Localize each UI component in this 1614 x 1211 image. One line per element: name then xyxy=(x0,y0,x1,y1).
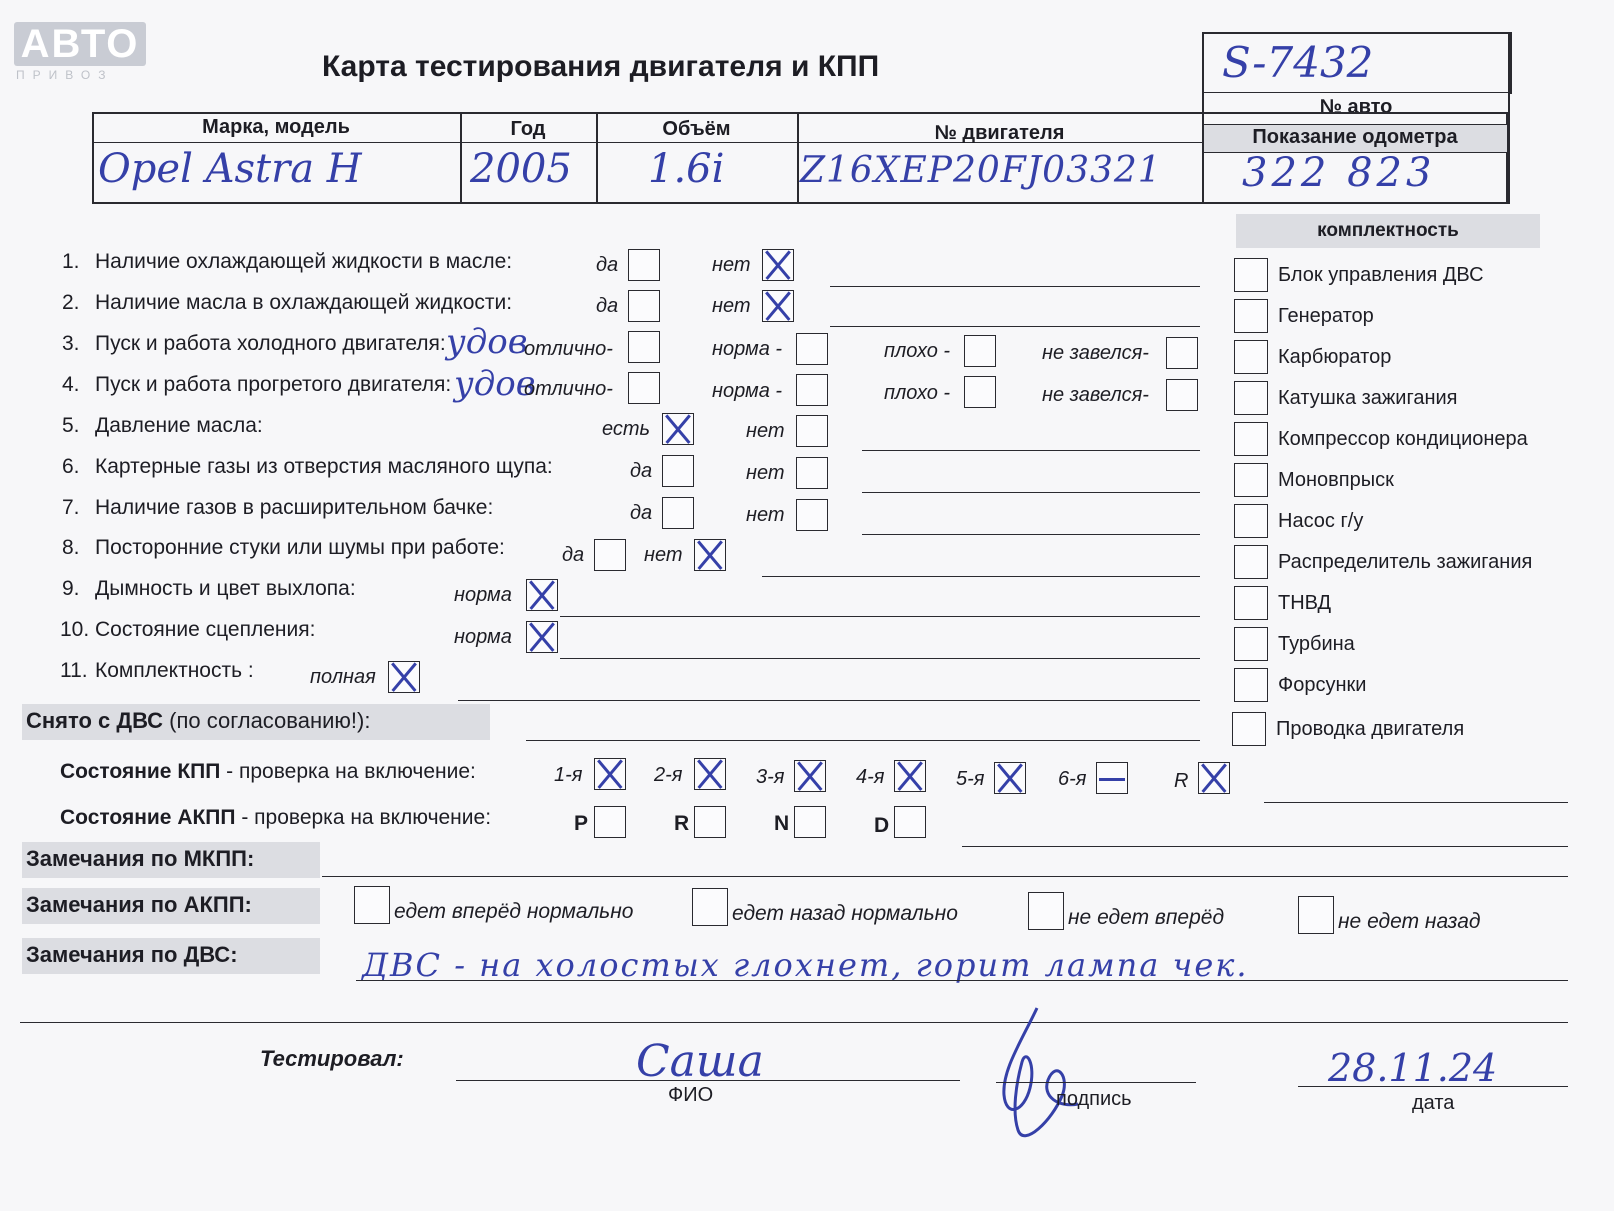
gear-label: 2-я xyxy=(654,764,683,786)
option-label: норма xyxy=(454,626,512,648)
checkbox-q5-no[interactable] xyxy=(796,415,828,447)
checkbox-q8-yes[interactable] xyxy=(594,539,626,571)
question-number: 1. xyxy=(62,250,80,273)
kpp-label-bold: Состояние КПП xyxy=(60,760,221,783)
question-text: Давление масла: xyxy=(95,414,263,437)
col-volume-label: Объём xyxy=(662,118,731,140)
option-label: нет xyxy=(712,254,751,276)
logo: АВТО xyxy=(14,22,146,66)
checkbox-q1-no[interactable] xyxy=(762,249,794,281)
checkbox-q8-no[interactable] xyxy=(694,539,726,571)
option-label: нет xyxy=(746,420,785,442)
option-label: полная xyxy=(310,666,376,688)
checkbox-akpp-reverse-ok[interactable] xyxy=(692,888,728,926)
question-text: Картерные газы из отверстия масляного щупа: xyxy=(95,455,553,478)
remark-mkpp-label: Замечания по МКПП: xyxy=(26,846,255,871)
kpp-label-rest: - проверка на включение: xyxy=(220,760,476,783)
remark-akpp-label: Замечания по АКПП: xyxy=(26,892,252,917)
kit-checkbox[interactable] xyxy=(1234,340,1268,374)
engine-value: Z16XEP20FJ03321 xyxy=(800,150,1162,191)
checkbox-q2-yes[interactable] xyxy=(628,290,660,322)
kit-item-label: ТНВД xyxy=(1278,592,1332,614)
checkbox-gear-6[interactable] xyxy=(1096,762,1128,794)
removed-label-bold: Снято с ДВС xyxy=(26,708,164,733)
checkbox-q4-no-start[interactable] xyxy=(1166,379,1198,411)
test-date: 28.11.24 xyxy=(1328,1046,1498,1090)
option-label: плохо - xyxy=(884,382,951,404)
checkbox-q4-excellent[interactable] xyxy=(628,372,660,404)
checkbox-gear-3[interactable] xyxy=(794,760,826,792)
gear-label: 1-я xyxy=(554,764,583,786)
option-label: норма xyxy=(454,584,512,606)
question-number: 2. xyxy=(62,291,80,314)
option-label: не завелся- xyxy=(1042,384,1149,406)
kit-checkbox[interactable] xyxy=(1234,545,1268,579)
col-year-label: Год xyxy=(510,118,546,140)
kit-item-label: Моновпрыск xyxy=(1278,469,1394,491)
checkbox-q9-normal[interactable] xyxy=(526,579,558,611)
question-number: 10. xyxy=(60,618,90,641)
kit-item-label: Генератор xyxy=(1278,305,1374,327)
option-label: отлично- xyxy=(524,338,613,360)
kit-checkbox[interactable] xyxy=(1234,627,1268,661)
make-value: Opel Astra H xyxy=(98,146,362,192)
car-number-label: № авто xyxy=(1319,96,1393,118)
kit-checkbox[interactable] xyxy=(1234,668,1268,702)
question-text: Наличие охлаждающей жидкости в масле: xyxy=(95,250,513,273)
question-number: 3. xyxy=(62,332,80,355)
checkbox-akpp-d[interactable] xyxy=(894,806,926,838)
checkbox-q6-no[interactable] xyxy=(796,457,828,489)
checkbox-q10-normal[interactable] xyxy=(526,621,558,653)
option-label: да xyxy=(562,544,585,566)
question-number: 4. xyxy=(62,373,80,396)
option-label: норма - xyxy=(712,338,783,360)
remark-dvs-label: Замечания по ДВС: xyxy=(26,942,238,967)
kit-checkbox[interactable] xyxy=(1232,712,1266,746)
gear-label: 4-я xyxy=(856,766,885,788)
removed-label-rest: (по согласованию!): xyxy=(163,708,371,733)
date-label: дата xyxy=(1412,1092,1455,1114)
kit-checkbox[interactable] xyxy=(1234,422,1268,456)
question-number: 11. xyxy=(60,659,88,682)
checkbox-akpp-forward-ok[interactable] xyxy=(354,886,390,924)
checkbox-akpp-n[interactable] xyxy=(794,806,826,838)
akpp-label xyxy=(60,806,491,830)
akpp-option-label: едет назад нормально xyxy=(732,902,958,925)
kit-item-label: Компрессор кондиционера xyxy=(1278,428,1528,450)
option-label: да xyxy=(630,460,653,482)
option-label: нет xyxy=(712,295,751,317)
option-label: не завелся- xyxy=(1042,342,1149,364)
question-number: 6. xyxy=(62,455,80,478)
option-label: есть xyxy=(602,418,651,440)
option-label: да xyxy=(596,254,619,276)
gear-label: R xyxy=(1174,770,1189,792)
checkbox-q6-yes[interactable] xyxy=(662,455,694,487)
checkbox-akpp-r[interactable] xyxy=(694,806,726,838)
gear-label: 3-я xyxy=(756,766,785,788)
checkbox-akpp-no-forward[interactable] xyxy=(1028,892,1064,930)
checkbox-akpp-p[interactable] xyxy=(594,806,626,838)
option-label: норма - xyxy=(712,380,783,402)
question-text: Состояние сцепления: xyxy=(95,618,316,641)
kit-checkbox[interactable] xyxy=(1234,463,1268,497)
fio-label: ФИО xyxy=(668,1084,714,1106)
volume-value: 1.6i xyxy=(648,146,725,192)
option-label: нет xyxy=(746,462,785,484)
akpp-mode-label: D xyxy=(874,814,890,837)
question-text: Посторонние стуки или шумы при работе: xyxy=(95,536,505,559)
checkbox-gear-2[interactable] xyxy=(694,758,726,790)
checkbox-q3-normal[interactable] xyxy=(796,333,828,365)
kit-checkbox[interactable] xyxy=(1234,258,1268,292)
checkbox-q11-full[interactable] xyxy=(388,661,420,693)
option-label: да xyxy=(596,295,619,317)
question-text: Пуск и работа холодного двигателя: xyxy=(95,332,446,355)
question-text: Пуск и работа прогретого двигателя: xyxy=(95,373,452,396)
question-text: Дымность и цвет выхлопа: xyxy=(95,577,356,600)
hand-note-warm: удов xyxy=(454,364,536,404)
tested-label: Тестировал: xyxy=(260,1046,404,1071)
checkbox-gear-r[interactable] xyxy=(1198,762,1230,794)
checkbox-q5-yes[interactable] xyxy=(662,413,694,445)
kit-checkbox[interactable] xyxy=(1234,504,1268,538)
question-text: Комплектность : xyxy=(95,659,254,682)
col-engine-label: № двигателя xyxy=(934,122,1065,144)
kit-item-label: Насос г/у xyxy=(1278,510,1364,532)
checkbox-gear-5[interactable] xyxy=(994,762,1026,794)
option-label: плохо - xyxy=(884,340,951,362)
akpp-mode-label: R xyxy=(674,812,690,835)
col-make-label: Марка, модель xyxy=(202,116,350,138)
checkbox-q3-bad[interactable] xyxy=(964,335,996,367)
question-text: Наличие газов в расширительном бачке: xyxy=(95,496,494,519)
kit-title: комплектность xyxy=(1317,220,1459,241)
signature-label: подпись xyxy=(1056,1088,1132,1110)
option-label: отлично- xyxy=(524,378,613,400)
checkbox-q2-no[interactable] xyxy=(762,290,794,322)
akpp-option-label: не едет вперёд xyxy=(1068,906,1225,929)
kit-checkbox[interactable] xyxy=(1234,299,1268,333)
akpp-mode-label: P xyxy=(574,812,589,835)
kit-checkbox[interactable] xyxy=(1234,586,1268,620)
akpp-mode-label: N xyxy=(774,812,790,835)
akpp-option-label: едет вперёд нормально xyxy=(394,900,634,923)
akpp-label-bold: Состояние АКПП xyxy=(60,806,236,829)
odometer-label: Показание одометра xyxy=(1252,126,1458,148)
logo-subtitle: ПРИВОЗ xyxy=(16,68,114,82)
checkbox-q3-excellent[interactable] xyxy=(628,331,660,363)
page-title: Карта тестирования двигателя и КПП xyxy=(322,50,880,83)
question-number: 9. xyxy=(62,577,80,600)
kit-checkbox[interactable] xyxy=(1234,381,1268,415)
year-value: 2005 xyxy=(470,146,572,192)
kit-item-label: Карбюратор xyxy=(1278,346,1392,368)
kit-item-label: Турбина xyxy=(1278,633,1355,655)
akpp-option-label: не едет назад xyxy=(1338,910,1481,933)
option-label: да xyxy=(630,502,653,524)
checkbox-gear-1[interactable] xyxy=(594,758,626,790)
option-label: нет xyxy=(746,504,785,526)
checkbox-akpp-no-reverse[interactable] xyxy=(1298,896,1334,934)
hand-note-cold: удов xyxy=(446,322,528,362)
kit-item-label: Распределитель зажигания xyxy=(1278,551,1533,573)
checkbox-q4-bad[interactable] xyxy=(964,376,996,408)
option-label: нет xyxy=(644,544,683,566)
question-number: 8. xyxy=(62,536,80,559)
card-number: S-7432 xyxy=(1222,38,1374,87)
kit-item-label: Блок управления ДВС xyxy=(1278,264,1484,286)
tester-name: Саша xyxy=(636,1036,764,1087)
question-number: 7. xyxy=(62,496,80,519)
kit-item-label: Форсунки xyxy=(1278,674,1367,696)
gear-label: 6-я xyxy=(1058,768,1087,790)
odometer-value: 322 823 xyxy=(1242,150,1436,196)
question-text: Наличие масла в охлаждающей жидкости: xyxy=(95,291,513,314)
kit-item-label: Катушка зажигания xyxy=(1278,387,1458,409)
checkbox-q7-no[interactable] xyxy=(796,499,828,531)
signature xyxy=(982,1000,1092,1150)
kit-item-label: Проводка двигателя xyxy=(1276,718,1465,740)
akpp-label-rest: - проверка на включение: xyxy=(235,806,492,829)
checkbox-q7-yes[interactable] xyxy=(662,497,694,529)
checkbox-q3-no-start[interactable] xyxy=(1166,337,1198,369)
checkbox-q4-normal[interactable] xyxy=(796,374,828,406)
checkbox-gear-4[interactable] xyxy=(894,760,926,792)
remark-dvs-text: ДВС - на холостых глохнет, горит лампа чек. xyxy=(362,946,1249,984)
question-number: 5. xyxy=(62,414,80,437)
removed-label xyxy=(26,708,370,734)
kpp-label xyxy=(60,760,476,784)
gear-label: 5-я xyxy=(956,768,985,790)
checkbox-q1-yes[interactable] xyxy=(628,249,660,281)
